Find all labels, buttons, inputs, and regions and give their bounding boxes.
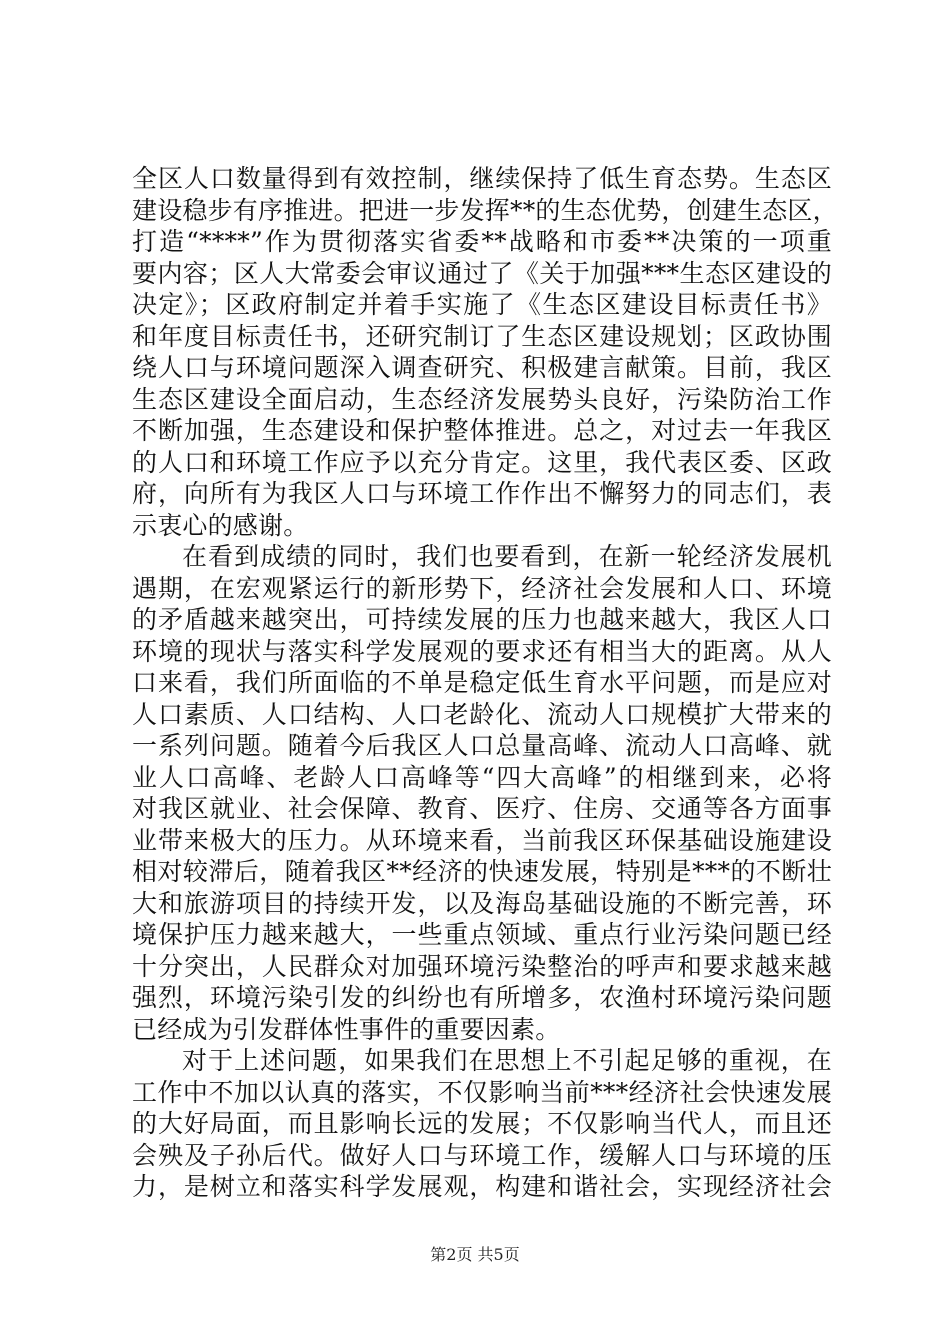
paragraph-2	[132, 541, 832, 1045]
text-line: 人口素质、人口结构、人口老龄化、流动人口规模扩大带来的	[132, 699, 832, 729]
text-line: 一系列问题。随着今后我区人口总量高峰、流动人口高峰、就	[132, 731, 832, 760]
text-line: 要内容；区人大常委会审议通过了《关于加强***生态区建设的	[132, 258, 832, 288]
text-line: 在看到成绩的同时，我们也要看到，在新一轮经济发展机	[182, 542, 832, 571]
paragraph-3	[132, 1045, 832, 1203]
text-line: 对我区就业、社会保障、教育、医疗、住房、交通等各方面事	[132, 794, 832, 823]
text-line: 打造“****”作为贯彻落实省委**战略和市委**决策的一项重	[132, 227, 832, 256]
text-line: 已经成为引发群体性事件的重要因素。	[132, 1014, 561, 1044]
text-line: 全区人口数量得到有效控制，继续保持了低生育态势。生态区	[132, 164, 832, 193]
text-line: 对于上述问题，如果我们在思想上不引起足够的重视，在	[182, 1046, 832, 1075]
text-line: 口来看，我们所面临的不单是稳定低生育水平问题，而是应对	[132, 668, 832, 697]
paragraph-1	[132, 163, 838, 541]
text-line: 力，是树立和落实科学发展观，构建和谐社会，实现经济社会	[132, 1172, 832, 1201]
text-line: 强烈，环境污染引发的纠纷也有所增多，农渔村环境污染问题	[132, 983, 832, 1012]
document-body	[132, 163, 838, 1203]
text-line: 的人口和环境工作应予以充分肯定。这里，我代表区委、区政	[132, 447, 832, 477]
text-line: 大和旅游项目的持续开发，以及海岛基础设施的不断完善，环	[132, 888, 832, 918]
text-line: 的大好局面，而且影响长远的发展；不仅影响当代人，而且还	[132, 1109, 832, 1138]
text-line: 决定》；区政府制定并着手实施了《生态区建设目标责任书》	[132, 290, 832, 319]
text-line: 生态区建设全面启动，生态经济发展势头良好，污染防治工作	[132, 384, 832, 414]
text-line: 境保护压力越来越大，一些重点领域、重点行业污染问题已经	[132, 920, 832, 949]
text-line: 府，向所有为我区人口与环境工作作出不懈努力的同志们，表	[132, 479, 832, 508]
text-line: 建设稳步有序推进。把进一步发挥**的生态优势，创建生态区，	[132, 195, 838, 225]
text-line: 十分突出，人民群众对加强环境污染整治的呼声和要求越来越	[132, 951, 832, 981]
text-line: 的矛盾越来越突出，可持续发展的压力也越来越大，我区人口	[132, 605, 832, 634]
text-line: 不断加强，生态建设和保护整体推进。总之，对过去一年我区	[132, 416, 832, 445]
page-footer	[0, 1245, 950, 1265]
text-line: 绕人口与环境问题深入调查研究、积极建言献策。目前，我区	[132, 353, 832, 382]
text-line: 会殃及子孙后代。做好人口与环境工作，缓解人口与环境的压	[132, 1140, 832, 1170]
text-line: 业带来极大的压力。从环境来看，当前我区环保基础设施建设	[132, 825, 832, 855]
text-line: 环境的现状与落实科学发展观的要求还有相当大的距离。从人	[132, 636, 832, 666]
text-line: 遇期，在宏观紧运行的新形势下，经济社会发展和人口、环境	[132, 573, 832, 603]
text-line: 业人口高峰、老龄人口高峰等“四大高峰”的相继到来，必将	[132, 762, 832, 792]
text-line: 工作中不加以认真的落实，不仅影响当前***经济社会快速发展	[132, 1077, 832, 1107]
text-line: 示衷心的感谢。	[132, 510, 309, 540]
page-indicator: 第2页 共5页	[430, 1245, 520, 1264]
text-line: 和年度目标责任书，还研究制订了生态区建设规划；区政协围	[132, 321, 832, 351]
text-line: 相对较滞后，随着我区**经济的快速发展，特别是***的不断壮	[132, 857, 832, 886]
